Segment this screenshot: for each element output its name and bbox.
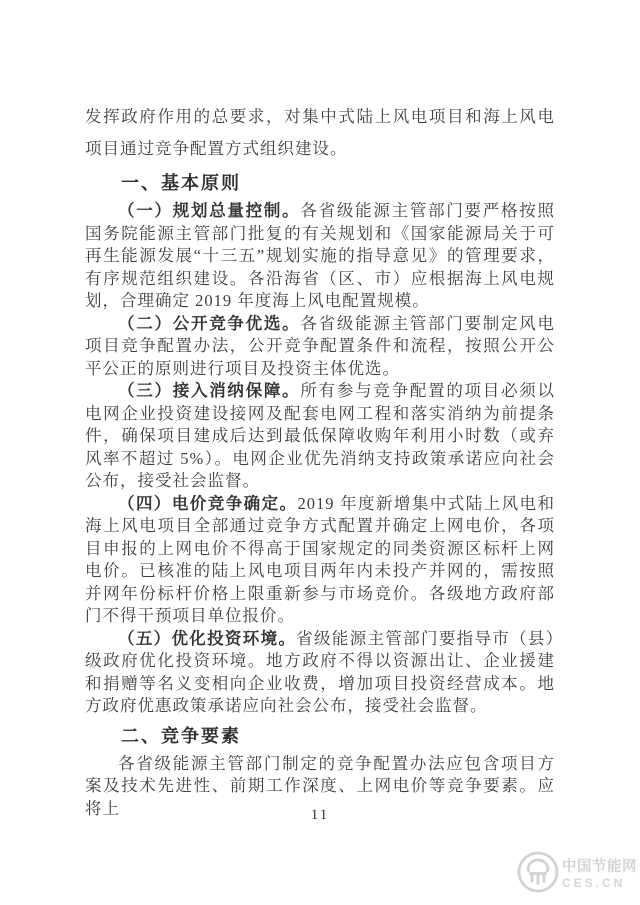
- paragraph-lead: （三）接入消纳保障。: [118, 381, 301, 400]
- watermark-site-name: 中国节能网: [562, 859, 637, 876]
- paragraph-grid-connection: [85, 380, 555, 493]
- paragraph-open-competition: [85, 313, 555, 381]
- paragraph-intro: 发挥政府作用的总要求，对集中式陆上风电项目和海上风电项目通过竞争配置方式组织建设。: [85, 107, 555, 158]
- paragraph-text: 各省级能源主管部门制定的竞争配置办法应包含项目方案及技术先进性、前期工作深度、上网电价等竞争要素。应将上: [85, 753, 555, 818]
- ces-logo-icon: [516, 850, 560, 899]
- watermark: [516, 850, 637, 899]
- section-heading-competition-factors: 二、竞争要素: [121, 725, 241, 746]
- section-heading-basic-principles: 一、基本原则: [121, 173, 241, 193]
- paragraph-planning-control: [85, 200, 555, 313]
- page-number: 11: [310, 807, 330, 823]
- paragraph-text: 省级能源主管部门要指导市（县）级政府优化投资环境。地方政府不得以资源出让、企业援建和捐赠等名义变相向企业收费，增加项目投资经营成本。地方政府优惠政策承诺应向社会公布，接受社会监督。: [85, 628, 556, 715]
- paragraph-text: 各省级能源主管部门要严格按照国务院能源主管部门批复的有关规划和《国家能源局关于可再生能源发展“十三五”规划实施的指导意见》的管理要求，有序规范组织建设。各沿海省（区、市）应根据海上风电规划，合理确定 2019 年度海上风电配置规模。: [85, 201, 556, 310]
- paragraph-text: 2019 年度新增集中式陆上风电和海上风电项目全部通过竞争方式配置并确定上网电价，各项目申报的上网电价不得高于国家规定的同类资源区标杆上网电价。已核准的陆上风电项目两年内未投产并网的，需按照并网年份标杆价格上限重新参与市场竞价。各级地方政府部门不得干预项目单位报价。: [85, 493, 556, 625]
- document-content: [85, 101, 555, 820]
- watermark-text: [562, 860, 637, 889]
- paragraph-lead: （四）电价竞争确定。: [118, 493, 298, 513]
- paragraph-price-competition: [85, 493, 555, 628]
- paragraph-text: 所有参与竞争配置的项目必须以电网企业投资建设接网及配套电网工程和落实消纳为前提条件，确保项目建成后达到最低保障收购年利用小时数（或弃风率不超过 5%）。电网企业优先消纳支持政策承诺应向社会公布，接受社会监督。: [85, 381, 556, 490]
- paragraph-lead: （一）规划总量控制。: [118, 201, 301, 220]
- paragraph-lead: （五）优化投资环境。: [118, 628, 297, 648]
- paragraph-investment-environment: [85, 628, 555, 718]
- paragraph-lead: （二）公开竞争优选。: [118, 313, 301, 333]
- watermark-site-domain: CES.CN: [562, 875, 626, 890]
- paragraph-text: 各省级能源主管部门要制定风电项目竞争配置办法，公开竞争配置条件和流程，按照公开公平公正的原则进行项目及投资主体优选。: [85, 313, 556, 378]
